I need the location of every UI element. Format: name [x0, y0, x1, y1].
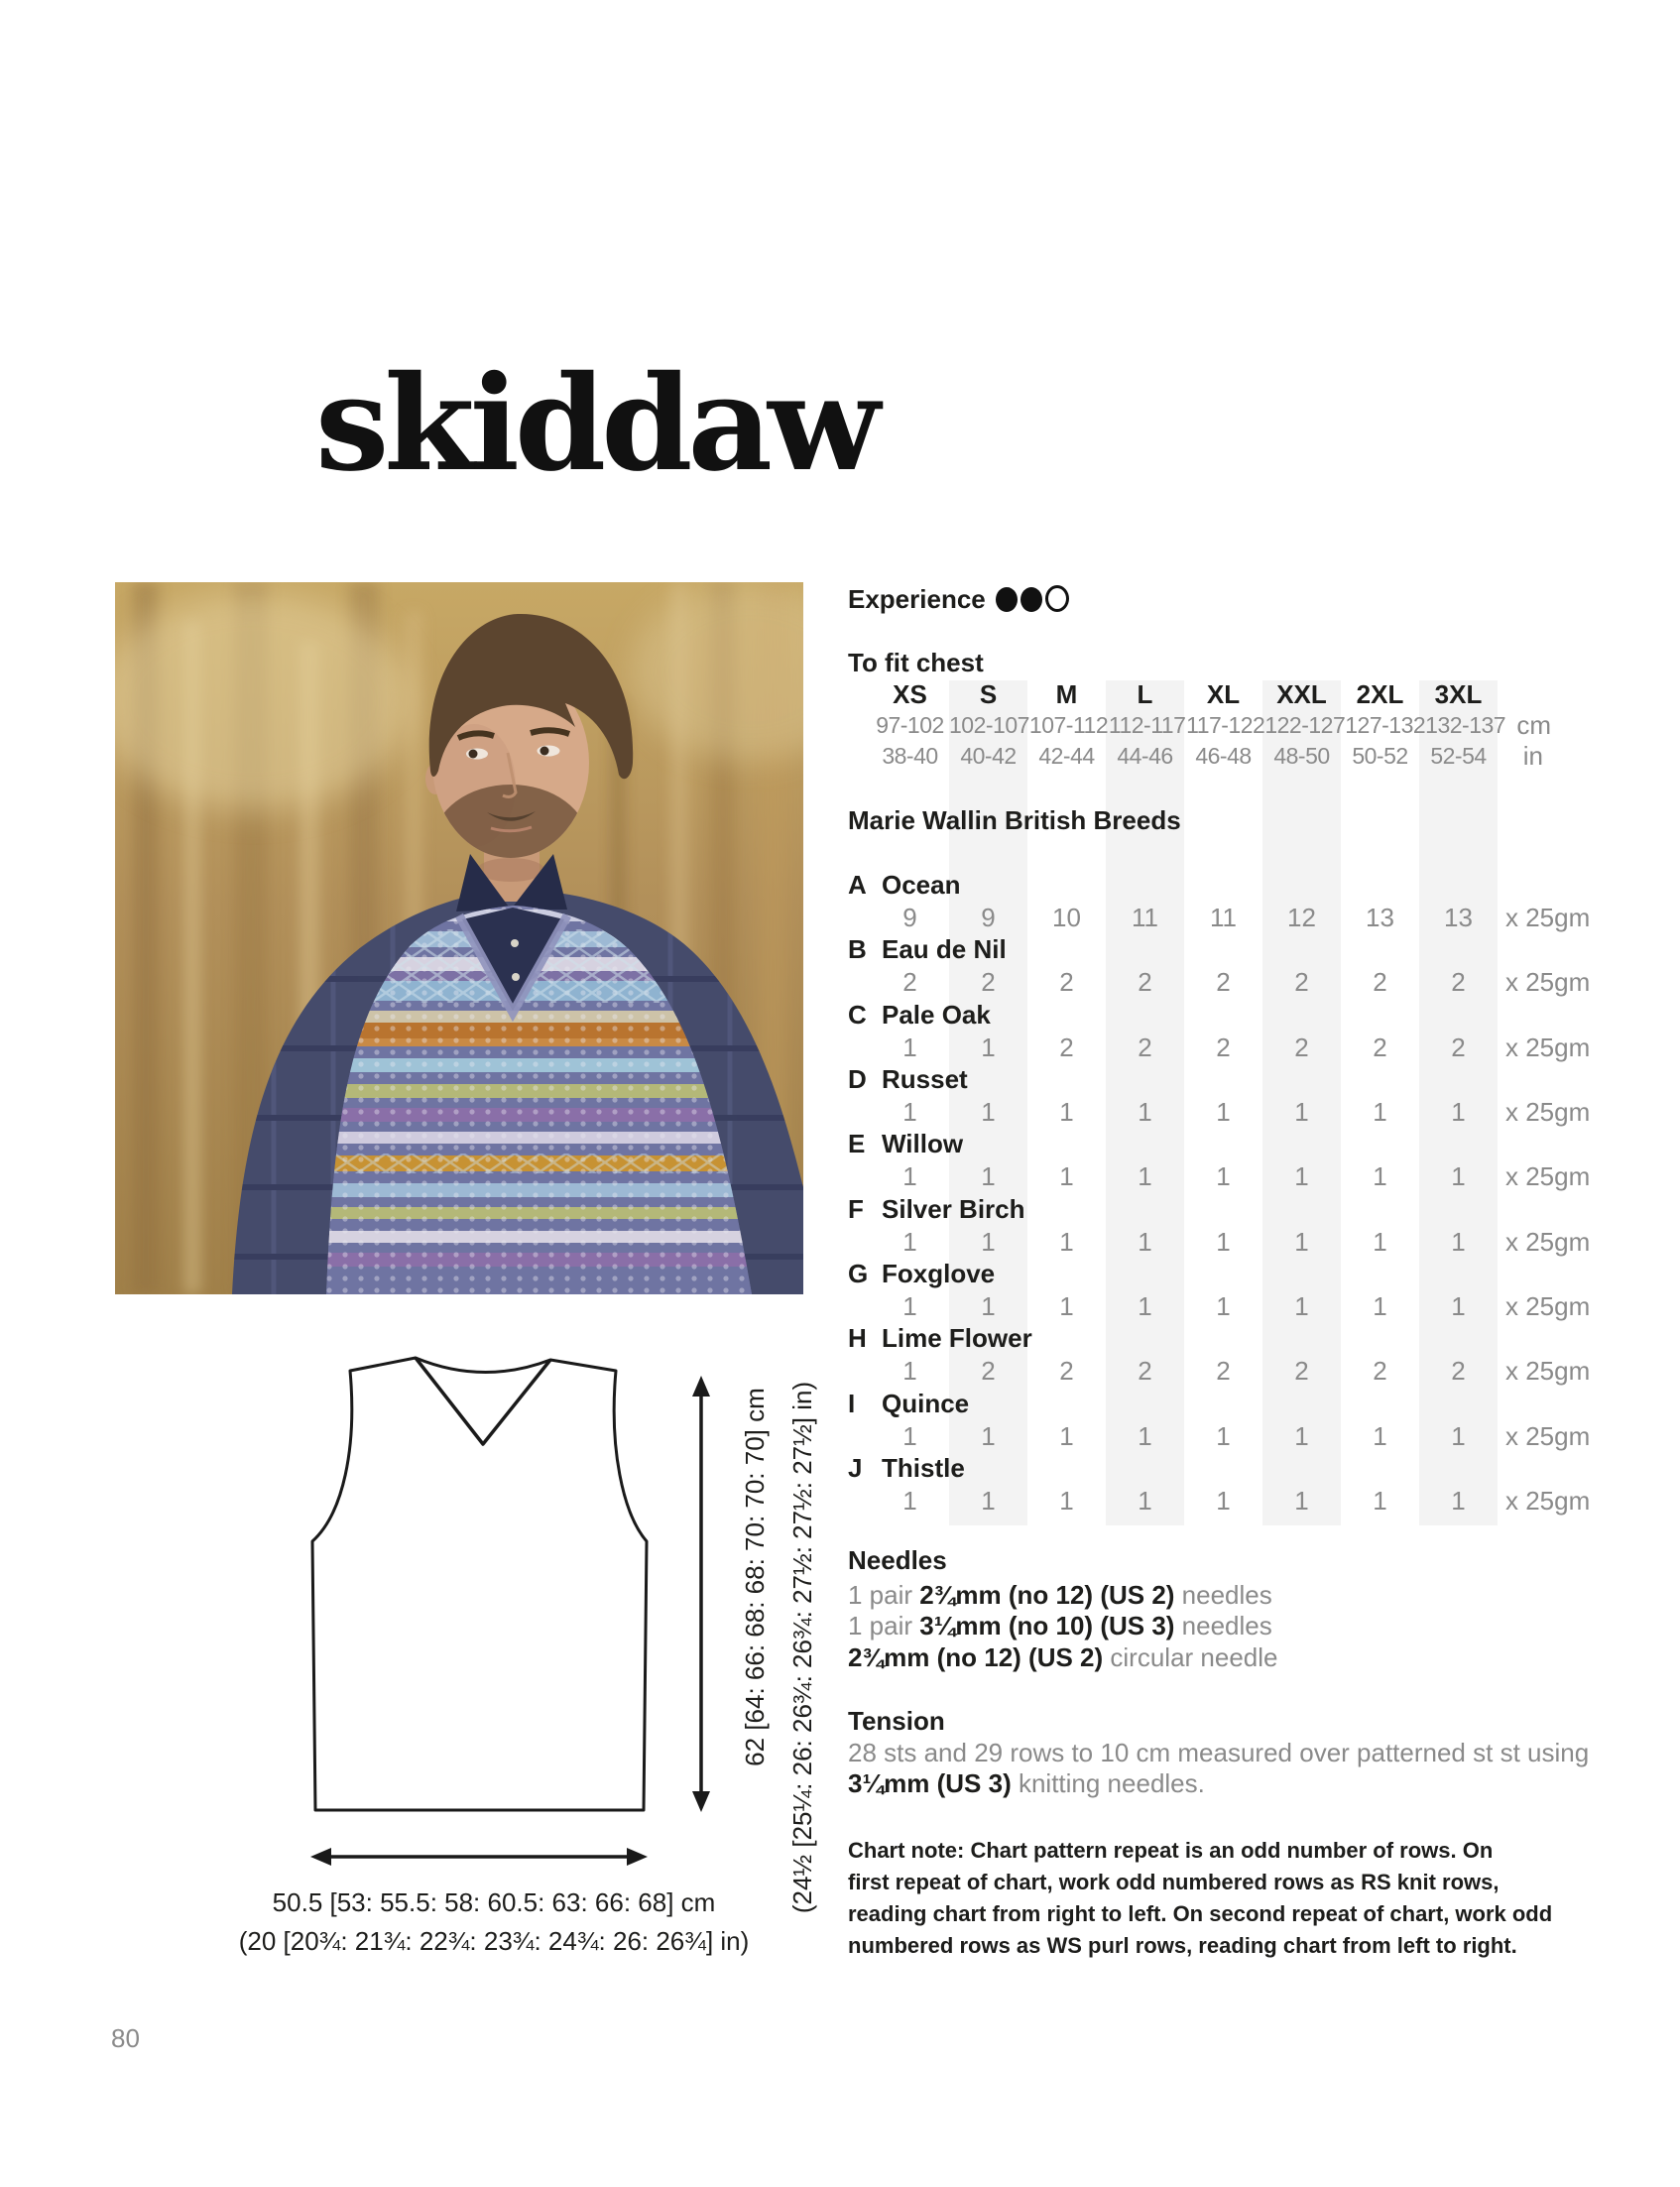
yarn-qty: 1	[1138, 1291, 1152, 1321]
yarn-qty: 1	[1373, 1291, 1387, 1321]
yarn-unit: x 25gm	[1505, 1356, 1591, 1386]
yarn-letter: F	[848, 1194, 864, 1224]
chest-cm-value: 112-117	[1108, 712, 1186, 738]
size-col-header: XS	[893, 679, 927, 709]
yarn-qty: 1	[1294, 1097, 1309, 1127]
yarn-qty: 9	[902, 903, 917, 932]
chest-in-row	[871, 741, 1543, 771]
yarn-label	[848, 870, 961, 900]
yarn-qty: 2	[981, 1356, 996, 1386]
yarn-values-row	[871, 1486, 1664, 1516]
yarn-letter: G	[848, 1259, 869, 1288]
chest-in-value: 38-40	[882, 743, 938, 769]
yarn-qty: 1	[1373, 1227, 1387, 1257]
yarn-qty: 1	[1451, 1227, 1466, 1257]
needle-line-post: circular needle	[1103, 1642, 1278, 1672]
page-title: skiddaw	[315, 347, 876, 501]
yarn-unit: x 25gm	[1505, 1033, 1591, 1062]
experience-dot-filled-icon	[1020, 587, 1042, 612]
yarn-qty: 9	[981, 903, 996, 932]
fit-heading: To fit chest	[848, 648, 984, 677]
needle-line-pre: 1 pair	[848, 1611, 920, 1640]
yarn-name: Lime Flower	[882, 1323, 1032, 1353]
chest-cm-value: 122-127	[1264, 712, 1346, 738]
shirt-button	[512, 973, 520, 981]
yarn-letter: D	[848, 1064, 867, 1094]
yarn-qty: 13	[1444, 903, 1473, 932]
yarn-unit: x 25gm	[1505, 1161, 1591, 1191]
yarn-qty: 2	[1373, 967, 1387, 997]
yarn-values-row	[871, 1161, 1664, 1191]
yarn-qty: 1	[1059, 1097, 1074, 1127]
yarn-qty: 2	[1451, 1033, 1466, 1062]
yarn-letter: A	[848, 870, 867, 900]
experience-dot-filled-icon	[996, 587, 1018, 612]
chest-cm-value: 117-122	[1186, 712, 1265, 738]
needle-line-pre: 1 pair	[848, 1580, 920, 1610]
yarn-qty: 1	[1373, 1161, 1387, 1191]
chart-note-line: Chart note: Chart pattern repeat is an odd number of rows. On	[848, 1838, 1494, 1863]
yarn-qty: 1	[1373, 1421, 1387, 1451]
yarn-values-row	[871, 1421, 1664, 1451]
yarn-qty: 1	[1216, 1291, 1231, 1321]
chest-cm-value: 132-137	[1425, 712, 1506, 738]
schematic-width-cm: 50.5 [53: 55.5: 58: 60.5: 63: 66: 68] cm	[272, 1887, 716, 1917]
yarn-qty: 1	[902, 1421, 917, 1451]
yarn-qty: 2	[1216, 1356, 1231, 1386]
yarn-qty: 1	[902, 1356, 917, 1386]
yarn-values-row	[871, 1227, 1664, 1257]
chart-note-line: reading chart from right to left. On second repeat of chart, work odd	[848, 1901, 1553, 1926]
arrowhead-right-icon	[627, 1848, 648, 1866]
yarn-qty: 2	[1138, 1356, 1152, 1386]
yarn-label	[848, 1389, 969, 1418]
needle-line	[848, 1610, 1272, 1641]
needle-line	[848, 1579, 1272, 1611]
yarn-qty: 1	[1059, 1291, 1074, 1321]
size-header-row	[871, 679, 1498, 709]
yarn-values-row	[871, 1291, 1664, 1321]
yarn-values-row	[871, 1097, 1664, 1127]
yarn-qty: 2	[1451, 1356, 1466, 1386]
yarn-qty: 1	[1373, 1097, 1387, 1127]
needle-size: 2¾mm (no 12) (US 2)	[919, 1580, 1175, 1610]
yarn-unit: x 25gm	[1505, 1291, 1591, 1321]
yarn-qty: 2	[1138, 967, 1152, 997]
tension-needle-size: 3¼mm (US 3)	[848, 1768, 1012, 1798]
yarn-unit: x 25gm	[1505, 903, 1591, 932]
tension-heading: Tension	[848, 1706, 945, 1736]
yarn-qty: 1	[1451, 1421, 1466, 1451]
yarn-qty: 1	[1451, 1486, 1466, 1516]
yarn-label	[848, 1000, 991, 1030]
needle-line-post: needles	[1174, 1580, 1272, 1610]
needles-heading: Needles	[848, 1545, 947, 1575]
yarn-label	[848, 1323, 1032, 1353]
yarn-name: Silver Birch	[882, 1194, 1025, 1224]
yarn-qty: 1	[1451, 1291, 1466, 1321]
chest-in-value: 52-54	[1430, 743, 1487, 769]
yarn-qty: 1	[1451, 1097, 1466, 1127]
yarn-qty: 2	[981, 967, 996, 997]
schematic-height-in: (24½ [25¼: 26: 26¾: 26¾: 27½: 27½: 27½] in)	[787, 1381, 817, 1914]
yarn-unit: x 25gm	[1505, 1227, 1591, 1257]
experience-dot-empty-icon	[1045, 585, 1069, 612]
yarn-qty: 1	[1059, 1421, 1074, 1451]
yarn-qty: 10	[1052, 903, 1081, 932]
tension-line1: 28 sts and 29 rows to 10 cm measured over patterned st st using	[848, 1738, 1590, 1767]
shirt-button	[511, 939, 519, 947]
yarn-qty: 1	[902, 1033, 917, 1062]
yarn-qty: 12	[1287, 903, 1316, 932]
yarn-qty: 1	[1216, 1227, 1231, 1257]
yarn-qty: 1	[1294, 1161, 1309, 1191]
chart-note-line: first repeat of chart, work odd numbered rows as RS knit rows,	[848, 1870, 1500, 1894]
yarn-label	[848, 1259, 995, 1288]
yarn-letter: H	[848, 1323, 867, 1353]
yarn-name: Eau de Nil	[882, 934, 1007, 964]
yarn-qty: 2	[1373, 1033, 1387, 1062]
yarn-qty: 1	[1216, 1486, 1231, 1516]
chest-in-value: 50-52	[1352, 743, 1408, 769]
yarn-qty: 1	[981, 1097, 996, 1127]
yarn-qty: 2	[1373, 1356, 1387, 1386]
size-col-header: 3XL	[1434, 679, 1483, 709]
yarn-label	[848, 1064, 968, 1094]
yarn-qty: 2	[1451, 967, 1466, 997]
yarn-qty: 1	[1216, 1421, 1231, 1451]
yarn-qty: 11	[1210, 903, 1237, 932]
yarn-label	[848, 934, 1007, 964]
arrowhead-up-icon	[692, 1376, 710, 1397]
yarn-qty: 1	[902, 1097, 917, 1127]
yarn-name: Pale Oak	[882, 1000, 991, 1030]
yarn-qty: 2	[902, 967, 917, 997]
yarn-name: Thistle	[882, 1453, 965, 1483]
yarn-qty: 1	[1451, 1161, 1466, 1191]
yarn-name: Foxglove	[882, 1259, 996, 1288]
yarn-values-row	[871, 903, 1664, 932]
yarn-qty: 1	[902, 1161, 917, 1191]
yarn-qty: 1	[1059, 1486, 1074, 1516]
size-col-header: XXL	[1276, 679, 1327, 709]
schematic-height-cm: 62 [64: 66: 68: 68: 70: 70: 70] cm	[740, 1388, 770, 1766]
yarn-qty: 1	[1059, 1227, 1074, 1257]
cm-unit-label: cm	[1516, 710, 1552, 740]
arrowhead-down-icon	[692, 1791, 710, 1812]
yarn-qty: 1	[1138, 1486, 1152, 1516]
yarn-qty: 2	[1294, 1033, 1309, 1062]
yarn-qty: 1	[1294, 1486, 1309, 1516]
chest-in-value: 42-44	[1038, 743, 1095, 769]
yarn-qty: 2	[1059, 1356, 1074, 1386]
yarn-qty: 1	[981, 1161, 996, 1191]
size-col-header: XL	[1206, 679, 1241, 709]
yarn-letter: E	[848, 1129, 866, 1158]
yarn-qty: 1	[902, 1486, 917, 1516]
yarn-qty: 2	[1138, 1033, 1152, 1062]
pattern-photo	[115, 582, 803, 1294]
chest-cm-row	[871, 710, 1551, 740]
tension-line2-rest: knitting needles.	[1011, 1768, 1205, 1798]
yarn-letter: J	[848, 1453, 863, 1483]
chest-in-value: 46-48	[1195, 743, 1252, 769]
yarn-unit: x 25gm	[1505, 967, 1591, 997]
yarn-unit: x 25gm	[1505, 1421, 1591, 1451]
in-unit-label: in	[1522, 741, 1543, 771]
yarn-qty: 1	[1216, 1097, 1231, 1127]
yarn-qty: 1	[1294, 1421, 1309, 1451]
width-arrow	[309, 1845, 649, 1874]
yarn-name: Quince	[882, 1389, 970, 1418]
size-col-header: 2XL	[1356, 679, 1404, 709]
size-col-header: S	[979, 679, 998, 709]
needle-size: 3¼mm (no 10) (US 3)	[919, 1611, 1175, 1640]
yarn-brand: Marie Wallin British Breeds	[848, 805, 1181, 835]
yarn-label	[848, 1129, 963, 1158]
yarn-qty: 1	[1138, 1227, 1152, 1257]
yarn-values-row	[871, 967, 1664, 997]
schematic-diagram	[298, 1334, 724, 1820]
yarn-qty: 1	[1138, 1421, 1152, 1451]
yarn-qty: 1	[1138, 1161, 1152, 1191]
yarn-qty: 1	[981, 1486, 996, 1516]
chart-note-line: numbered rows as WS purl rows, reading chart from left to right.	[848, 1933, 1517, 1958]
yarn-qty: 2	[1059, 1033, 1074, 1062]
yarn-qty: 1	[981, 1421, 996, 1451]
yarn-qty: 2	[1216, 1033, 1231, 1062]
yarn-qty: 1	[902, 1291, 917, 1321]
chest-cm-value: 107-112	[1028, 712, 1109, 738]
yarn-label	[848, 1194, 1025, 1224]
yarn-qty: 2	[1294, 967, 1309, 997]
yarn-name: Ocean	[882, 870, 961, 900]
experience-row	[848, 583, 1069, 615]
yarn-qty: 1	[981, 1291, 996, 1321]
page-number: 80	[111, 2023, 140, 2053]
yarn-unit: x 25gm	[1505, 1486, 1591, 1516]
yarn-qty: 2	[1294, 1356, 1309, 1386]
yarn-qty: 13	[1366, 903, 1394, 932]
yarn-qty: 2	[1059, 967, 1074, 997]
yarn-qty: 2	[1216, 967, 1231, 997]
yarn-values-row	[871, 1356, 1664, 1386]
yarn-unit: x 25gm	[1505, 1097, 1591, 1127]
needle-size: 2¾mm (no 12) (US 2)	[848, 1642, 1104, 1672]
yarn-qty: 1	[1294, 1291, 1309, 1321]
chest-cm-value: 127-132	[1345, 712, 1426, 738]
chest-cm-value: 97-102	[876, 712, 944, 738]
needle-line	[848, 1641, 1277, 1673]
experience-label: Experience	[848, 584, 986, 614]
yarn-qty: 1	[902, 1227, 917, 1257]
yarn-letter: B	[848, 934, 867, 964]
chest-in-value: 40-42	[960, 743, 1017, 769]
needle-line-post: needles	[1174, 1611, 1272, 1640]
chest-in-value: 44-46	[1117, 743, 1173, 769]
yarn-qty: 1	[1059, 1161, 1074, 1191]
size-col-header: M	[1055, 679, 1078, 709]
photo-illustration	[115, 582, 803, 1294]
yarn-qty: 1	[1373, 1486, 1387, 1516]
yarn-label	[848, 1453, 965, 1483]
yarn-values-row	[871, 1033, 1664, 1062]
yarn-letter: C	[848, 1000, 867, 1030]
yarn-qty: 11	[1132, 903, 1158, 932]
schematic-width-in: (20 [20¾: 21¾: 22¾: 23¾: 24¾: 26: 26¾] in)	[238, 1926, 750, 1956]
height-arrow	[688, 1375, 714, 1818]
size-col-header: L	[1137, 679, 1153, 709]
chest-in-value: 48-50	[1273, 743, 1330, 769]
yarn-qty: 1	[1294, 1227, 1309, 1257]
chest-cm-value: 102-107	[949, 712, 1029, 738]
yarn-qty: 1	[981, 1227, 996, 1257]
yarn-qty: 1	[1138, 1097, 1152, 1127]
tension-line2	[848, 1767, 1205, 1799]
yarn-qty: 1	[981, 1033, 996, 1062]
yarn-name: Willow	[882, 1129, 964, 1158]
yarn-letter: I	[848, 1389, 856, 1418]
vest-outline	[312, 1358, 647, 1810]
yarn-name: Russet	[882, 1064, 968, 1094]
arrowhead-left-icon	[310, 1848, 331, 1866]
yarn-qty: 1	[1216, 1161, 1231, 1191]
